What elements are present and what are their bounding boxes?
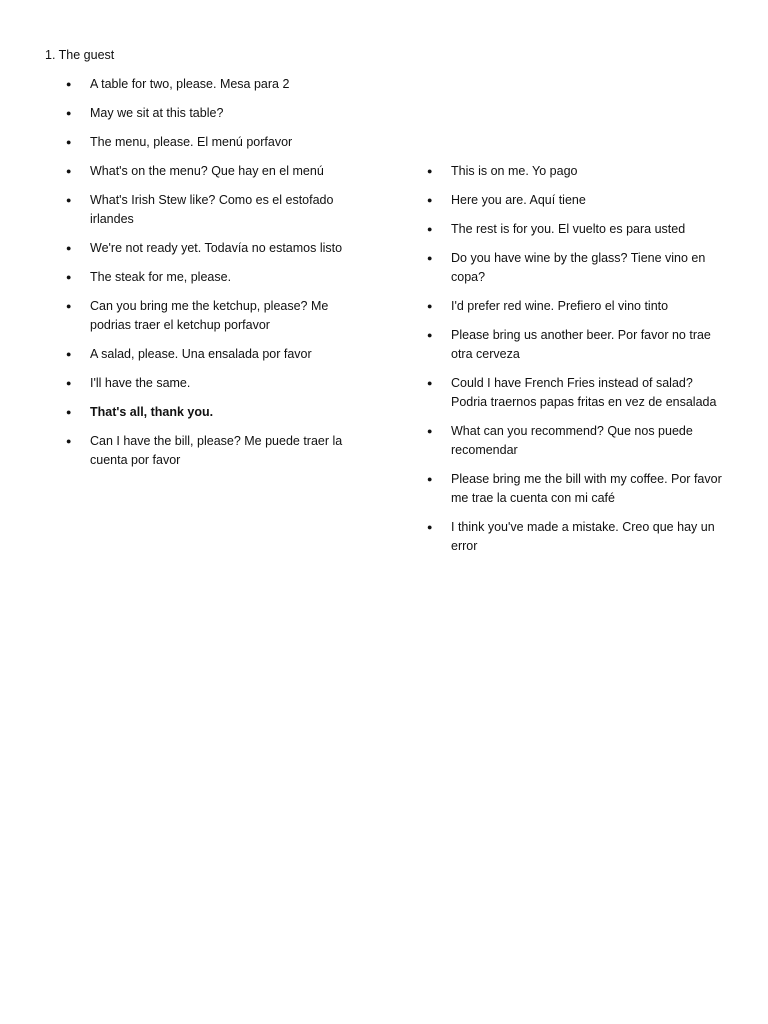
phrase-list-right xyxy=(427,162,727,566)
bullet-icon: ● xyxy=(66,272,72,282)
phrase-list-left xyxy=(66,75,366,480)
bullet-icon: ● xyxy=(66,407,72,417)
list-item xyxy=(66,239,366,258)
bullet-icon: ● xyxy=(66,436,72,446)
phrase-text: Here you are. Aquí tiene xyxy=(451,193,586,207)
phrase-text: The steak for me, please. xyxy=(90,270,232,284)
list-item xyxy=(66,191,366,229)
bullet-icon: ● xyxy=(66,166,72,176)
bullet-icon: ● xyxy=(66,108,72,118)
phrase-text: I'd prefer red wine. Prefiero el vino tinto xyxy=(451,299,669,313)
list-item xyxy=(66,432,366,470)
phrase-text: The menu, please. El menú porfavor xyxy=(90,135,293,149)
bullet-icon: ● xyxy=(66,243,72,253)
phrase-text: Could I have French Fries instead of salad? Podria traernos papas fritas en vez de ensalada xyxy=(451,376,717,409)
list-item xyxy=(66,403,366,422)
list-item xyxy=(427,422,727,460)
list-item xyxy=(427,191,727,210)
phrase-text: What can you recommend? Que nos puede recomendar xyxy=(451,424,693,457)
phrase-text: That's all, thank you. xyxy=(90,405,214,419)
list-item xyxy=(66,75,366,94)
phrase-text: Can I have the bill, please? Me puede traer la cuenta por favor xyxy=(90,434,343,467)
phrase-text: Please bring me the bill with my coffee. Por favor me trae la cuenta con mi café xyxy=(451,472,722,505)
bullet-icon: ● xyxy=(427,330,433,340)
bullet-icon: ● xyxy=(427,426,433,436)
phrase-text: A table for two, please. Mesa para 2 xyxy=(90,77,290,91)
phrase-text: Do you have wine by the glass? Tiene vino en copa? xyxy=(451,251,706,284)
list-item xyxy=(66,345,366,364)
phrase-text: A salad, please. Una ensalada por favor xyxy=(90,347,312,361)
list-item xyxy=(66,133,366,152)
bullet-icon: ● xyxy=(427,474,433,484)
section-heading: 1. The guest xyxy=(45,48,115,62)
bullet-icon: ● xyxy=(427,195,433,205)
bullet-icon: ● xyxy=(427,253,433,263)
bullet-icon: ● xyxy=(66,349,72,359)
list-item xyxy=(427,220,727,239)
bullet-icon: ● xyxy=(66,137,72,147)
list-item xyxy=(427,326,727,364)
list-item xyxy=(427,249,727,287)
phrase-text: Can you bring me the ketchup, please? Me podrias traer el ketchup porfavor xyxy=(90,299,329,332)
list-item xyxy=(427,297,727,316)
list-item xyxy=(427,374,727,412)
phrase-text: What's on the menu? Que hay en el menú xyxy=(90,164,324,178)
list-item xyxy=(427,518,727,556)
bullet-icon: ● xyxy=(66,79,72,89)
bullet-icon: ● xyxy=(427,224,433,234)
bullet-icon: ● xyxy=(66,378,72,388)
bullet-icon: ● xyxy=(66,301,72,311)
phrase-text: We're not ready yet. Todavía no estamos listo xyxy=(90,241,343,255)
list-item xyxy=(66,162,366,181)
phrase-text: I'll have the same. xyxy=(90,376,191,390)
phrase-text: Please bring us another beer. Por favor no trae otra cerveza xyxy=(451,328,711,361)
bullet-icon: ● xyxy=(427,166,433,176)
list-item xyxy=(427,162,727,181)
bullet-icon: ● xyxy=(427,378,433,388)
phrase-text: This is on me. Yo pago xyxy=(451,164,578,178)
list-item xyxy=(66,374,366,393)
list-item xyxy=(66,268,366,287)
phrase-text: I think you've made a mistake. Creo que hay un error xyxy=(451,520,715,553)
bullet-icon: ● xyxy=(66,195,72,205)
list-item xyxy=(66,297,366,335)
phrase-text: The rest is for you. El vuelto es para usted xyxy=(451,222,686,236)
list-item xyxy=(427,470,727,508)
phrase-text: What's Irish Stew like? Como es el estofado irlandes xyxy=(90,193,334,226)
list-item xyxy=(66,104,366,123)
bullet-icon: ● xyxy=(427,522,433,532)
phrase-text: May we sit at this table? xyxy=(90,106,224,120)
bullet-icon: ● xyxy=(427,301,433,311)
